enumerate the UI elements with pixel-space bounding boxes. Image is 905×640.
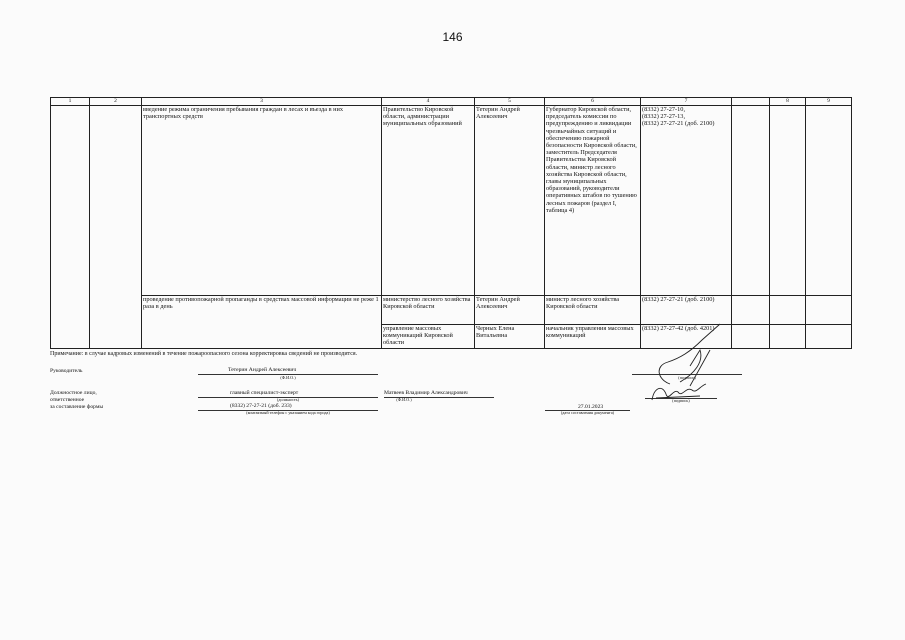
- column-number: 9: [806, 98, 852, 106]
- position-cell: начальник управления массовых коммуникаций: [545, 325, 641, 349]
- phone-cell: (8332) 27-27-10, (8332) 27-27-13, (8332) 27-27-21 (доб. 2100): [641, 106, 732, 296]
- data-table: [50, 97, 852, 349]
- cell-col8: [770, 106, 806, 296]
- cell-col7b: [732, 106, 770, 296]
- executor-cell: управление массовых коммуникаций Кировской области: [382, 325, 475, 349]
- cell-col7b: [732, 325, 770, 349]
- footnote: Примечание: в случае кадровых изменений в течение пожароопасного сезона корректировка сведений не производится.: [50, 351, 358, 357]
- head-name: Тетерин Андрей Алексеевич: [228, 367, 297, 373]
- cell-col8: [770, 296, 806, 325]
- column-number-row: [51, 98, 852, 106]
- phone-caption: (контактный телефон с указанием кода города): [246, 410, 330, 415]
- responsible-cell: Черных Елена Витальевна: [475, 325, 545, 349]
- responsible-name: Матвеев Владимир Александрович: [384, 390, 468, 396]
- executor-cell: министерство лесного хозяйства Кировской области: [382, 296, 475, 325]
- date-caption: (дата составления документа): [560, 410, 615, 415]
- column-number: 2: [90, 98, 142, 106]
- responsible-label: ответственное: [50, 397, 85, 403]
- column-number: 8: [770, 98, 806, 106]
- cell-col9: [806, 106, 852, 296]
- head-label: Руководитель: [50, 368, 83, 374]
- column-number: 6: [545, 98, 641, 106]
- position-caption: (должность): [277, 397, 299, 402]
- document-date: 27.01.2023: [578, 404, 604, 410]
- responsible-position: главный специалист-эксперт: [230, 390, 299, 396]
- cell-col7b: [732, 296, 770, 325]
- executor-cell: Правительство Кировской области, администрации муниципальных образований: [382, 106, 475, 296]
- fio-caption: (Ф.И.О.): [280, 375, 296, 380]
- position-cell: министр лесного хозяйства Кировской области: [545, 296, 641, 325]
- resp-fio-caption: (Ф.И.О.): [396, 397, 412, 402]
- column-number: 3: [142, 98, 382, 106]
- cell-col2: [90, 106, 142, 349]
- resp-signature-caption: (подпись): [672, 398, 690, 403]
- phone-cell: (8332) 27-27-42 (доб. 4201): [641, 325, 732, 349]
- column-number: [732, 98, 770, 106]
- cell-col9: [806, 296, 852, 325]
- column-number: 4: [382, 98, 475, 106]
- responsible-phone: (8332) 27-27-21 (доб. 233): [230, 403, 292, 409]
- measure-cell: проведение противопожарной пропаганды в средствах массовой информации не реже 1 раза в день: [142, 296, 382, 349]
- signature-caption: (подпись): [678, 375, 696, 380]
- page-number: 146: [442, 30, 463, 44]
- phone-cell: (8332) 27-27-21 (доб. 2100): [641, 296, 732, 325]
- table-row: [51, 296, 852, 325]
- responsible-cell: Тетерин Андрей Алексеевич: [475, 106, 545, 296]
- cell-col8: [770, 325, 806, 349]
- column-number: 5: [475, 98, 545, 106]
- table-row: [51, 106, 852, 296]
- responsible-cell: Тетерин Андрей Алексеевич: [475, 296, 545, 325]
- responsible-label: Должностное лицо,: [50, 390, 97, 396]
- measure-cell: введение режима ограничения пребывания граждан в лесах и въезда в них транспортных средств: [142, 106, 382, 296]
- responsible-label: за составление формы: [50, 404, 104, 410]
- cell-col9: [806, 325, 852, 349]
- column-number: 1: [51, 98, 90, 106]
- cell-col1: [51, 106, 90, 349]
- position-cell: Губернатор Кировской области, председатель комиссии по предупреждению и ликвидации чрезвычайных ситуаций и обеспечению пожарной безопасности Кировской области, заместитель Председателя Правительства Кировской области, министр лесного хозяйства Кировской области, главы муниципальных образований, руководители оперативных штабов по тушению лесных пожаров (раздел I, таблица 4): [545, 106, 641, 296]
- column-number: 7: [641, 98, 732, 106]
- responsible-signature-image: [648, 380, 710, 406]
